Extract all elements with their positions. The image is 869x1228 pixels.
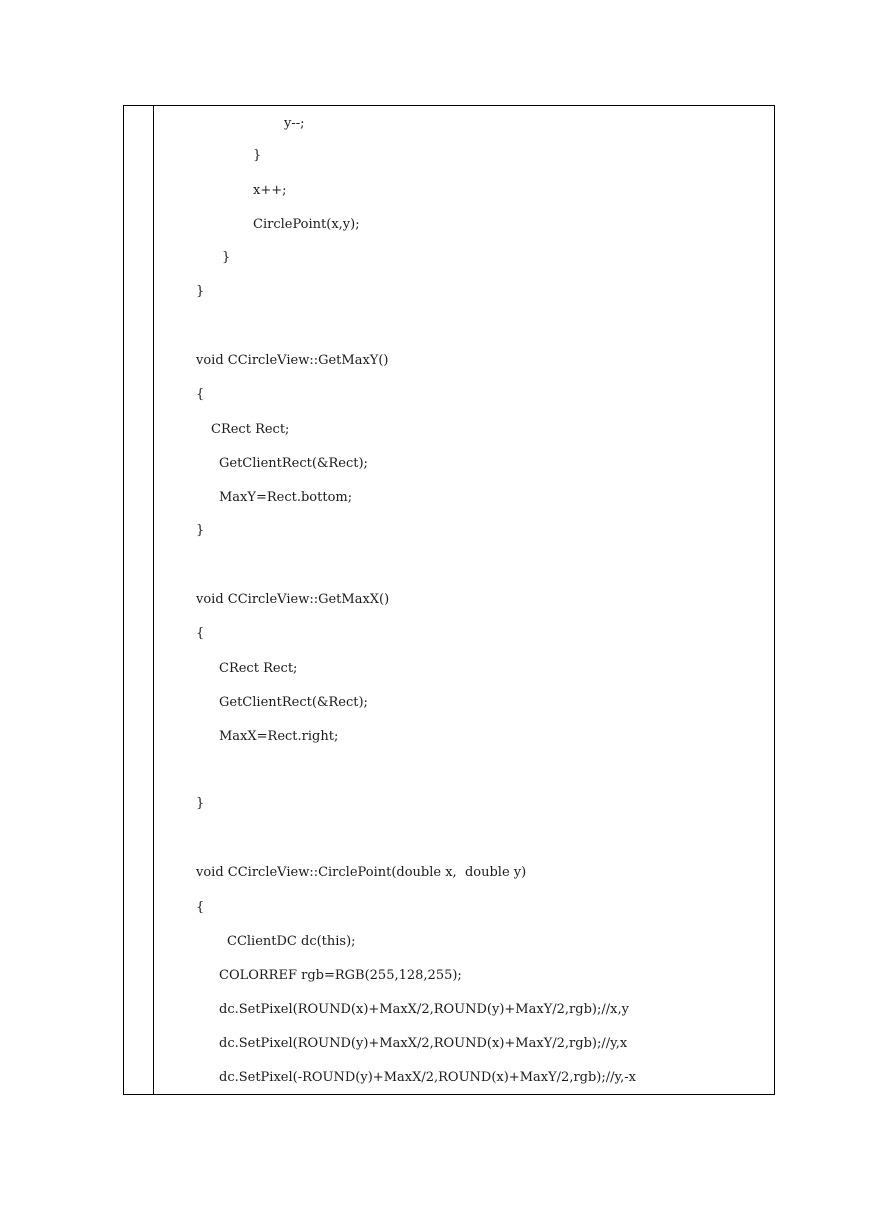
code-line: CRect Rect; <box>211 422 290 437</box>
code-line: GetClientRect(&Rect); <box>219 695 368 710</box>
code-line: void CCircleView::GetMaxX() <box>196 592 390 607</box>
code-line: GetClientRect(&Rect); <box>219 456 368 471</box>
code-line: dc.SetPixel(-ROUND(y)+MaxX/2,ROUND(x)+MaxY/2,rgb);//y,-x <box>219 1070 636 1085</box>
code-line: } <box>196 284 205 299</box>
code-line: { <box>196 626 205 641</box>
code-line: void CCircleView::GetMaxY() <box>196 353 389 368</box>
code-line: CClientDC dc(this); <box>227 934 356 949</box>
table-left-column <box>124 106 154 1094</box>
code-line: CirclePoint(x,y); <box>253 217 360 232</box>
code-line: COLORREF rgb=RGB(255,128,255); <box>219 968 462 983</box>
code-line: } <box>196 523 205 538</box>
code-line: x++; <box>253 183 287 198</box>
code-line: MaxY=Rect.bottom; <box>219 490 353 505</box>
code-line: } <box>196 796 205 811</box>
code-line: dc.SetPixel(ROUND(y)+MaxX/2,ROUND(x)+MaxY/2,rgb);//y,x <box>219 1036 628 1051</box>
code-line: dc.SetPixel(ROUND(x)+MaxX/2,ROUND(y)+MaxY/2,rgb);//x,y <box>219 1002 629 1017</box>
code-line: } <box>253 148 262 163</box>
code-line: { <box>196 387 205 402</box>
code-line: y--; <box>284 116 305 131</box>
code-line: void CCircleView::CirclePoint(double x, double y) <box>196 865 527 880</box>
code-line: MaxX=Rect.right; <box>219 729 339 744</box>
code-line: CRect Rect; <box>219 661 298 676</box>
code-line: } <box>222 250 231 265</box>
code-line: { <box>196 900 205 915</box>
